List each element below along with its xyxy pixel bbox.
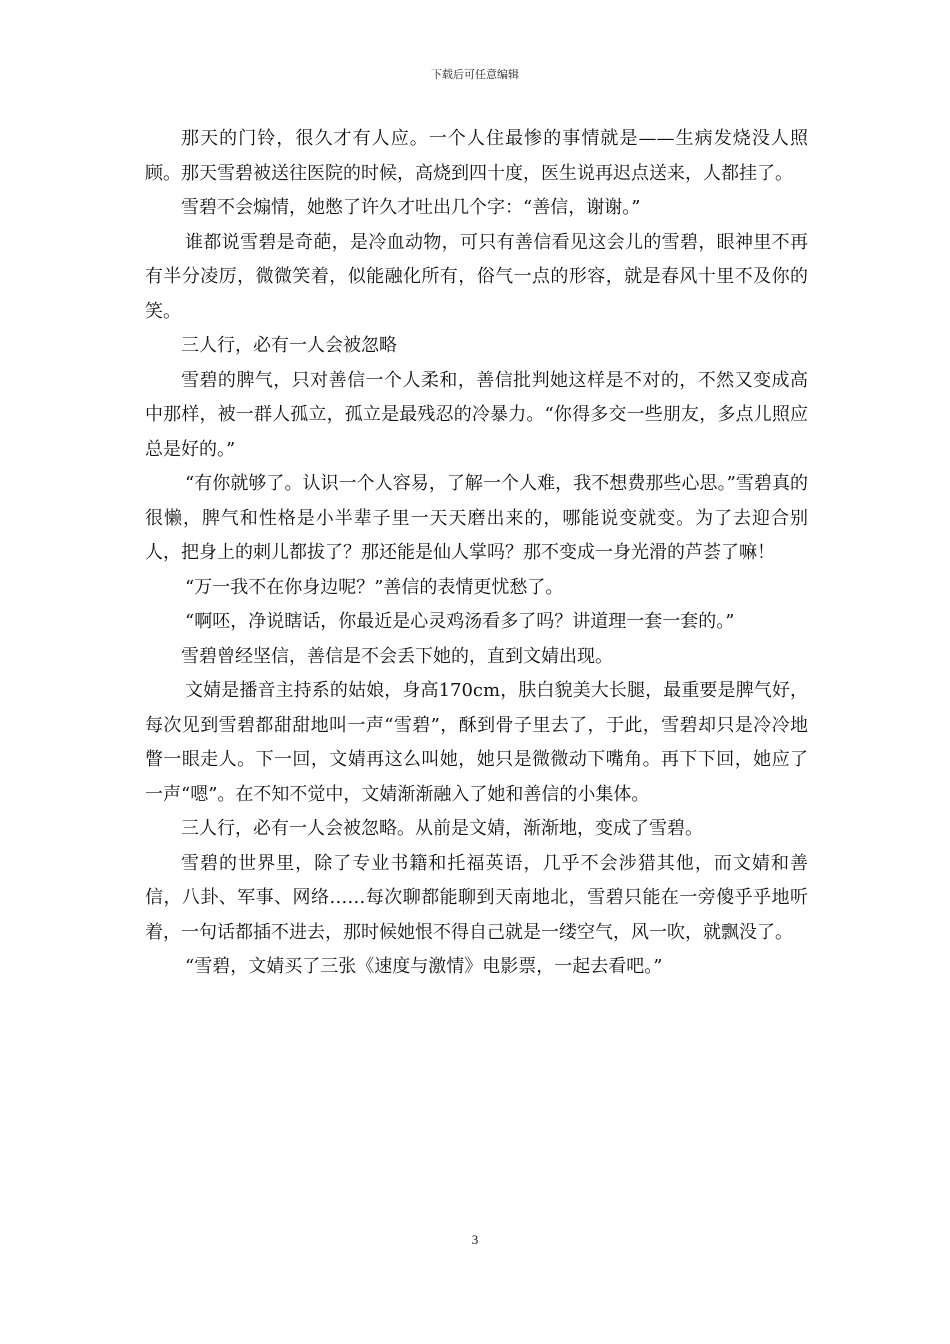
paragraph: 三人行，必有一人会被忽略。从前是文婧，渐渐地，变成了雪碧。 bbox=[181, 818, 703, 839]
page-number: 3 bbox=[471, 1232, 479, 1247]
document-body bbox=[145, 122, 808, 985]
paragraph: “万一我不在你身边呢？”善信的表情更忧愁了。 bbox=[185, 576, 564, 598]
paragraph: 那天的门铃，很久才有人应。一个人住最惨的事情就是——生病发烧没人照顾。那天雪碧被送往医院的时候，高烧到四十度，医生说再迟点送来，人都挂了。 bbox=[145, 128, 808, 184]
paragraph: 雪碧的脾气，只对善信一个人柔和，善信批判她这样是不对的，不然又变成高中那样，被一群人孤立，孤立是最残忍的冷暴力。“你得多交一些朋友，多点儿照应总是好的。” bbox=[145, 369, 808, 460]
paragraph: 文婧是播音主持系的姑娘，身高170cm，肤白貌美大长腿，最重要是脾气好，每次见到雪碧都甜甜地叫一声“雪碧”，酥到骨子里去了，于此，雪碧却只是冷冷地瞥一眼走人。下一回，文婧再这么叫她，她只是微微动下嘴角。再下下回，她应了一声“嗯”。在不知不觉中，文婧渐渐融入了她和善信的小集体。 bbox=[145, 680, 808, 805]
paragraph: 雪碧不会煽情，她憋了许久才吐出几个字：“善信，谢谢。” bbox=[181, 197, 641, 218]
paragraph: “啊呸，净说瞎话，你最近是心灵鸡汤看多了吗？讲道理一套一套的。” bbox=[185, 611, 735, 632]
page-header: 下载后可任意编辑 bbox=[431, 68, 519, 81]
paragraph: 雪碧的世界里，除了专业书籍和托福英语，几乎不会涉猎其他，而文婧和善信，八卦、军事、网络……每次聊都能聊到天南地北，雪碧只能在一旁傻乎乎地听着，一句话都插不进去，那时候她恨不得自己就是一缕空气，风一吹，就飘没了。 bbox=[145, 852, 808, 943]
paragraph: 雪碧曾经坚信，善信是不会丢下她的，直到文婧出现。 bbox=[181, 645, 613, 667]
paragraph: “雪碧，文婧买了三张《速度与激情》电影票，一起去看吧。” bbox=[185, 956, 663, 977]
section-heading: 三人行，必有一人会被忽略 bbox=[181, 335, 397, 356]
paragraph: 谁都说雪碧是奇葩，是冷血动物，可只有善信看见这会儿的雪碧，眼神里不再有半分凌厉，微微笑着，似能融化所有，俗气一点的形容，就是春风十里不及你的笑。 bbox=[145, 231, 808, 322]
paragraph: “有你就够了。认识一个人容易，了解一个人难，我不想费那些心思。”雪碧真的很懒，脾气和性格是小半辈子里一天天磨出来的，哪能说变就变。为了去迎合别人，把身上的刺儿都拔了？那还能是仙人掌吗？那不变成一身光滑的芦荟了嘛！ bbox=[145, 473, 808, 563]
